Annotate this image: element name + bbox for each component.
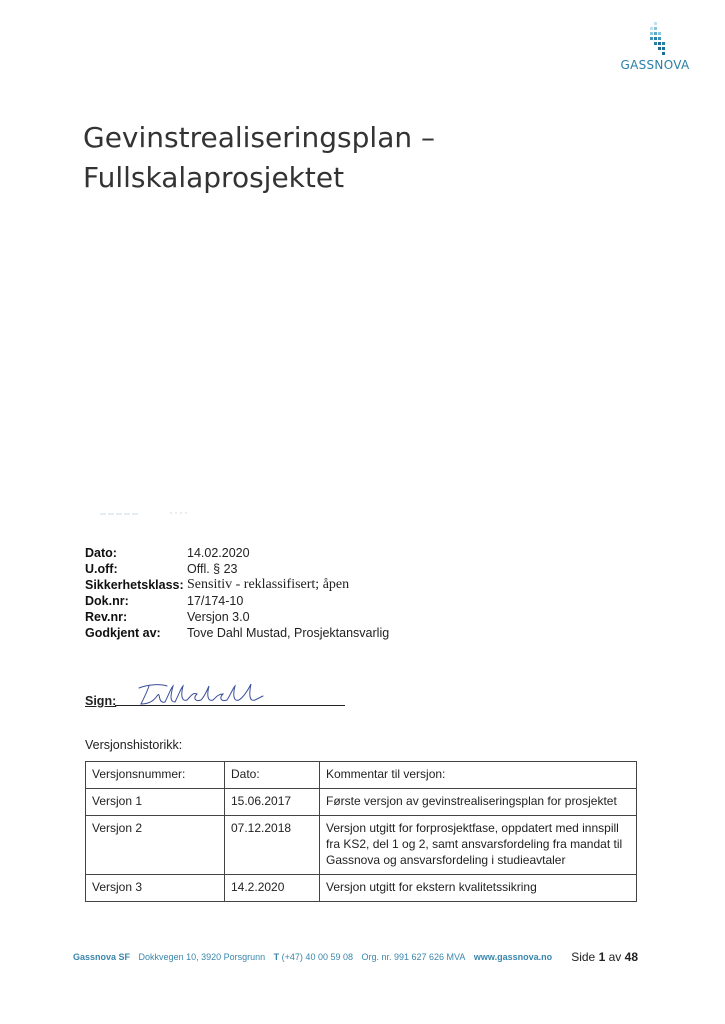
table-cell: Versjon utgitt for ekstern kvalitetssikring (320, 875, 637, 902)
scan-smudge (100, 512, 190, 516)
table-header-cell: Kommentar til versjon: (320, 762, 637, 789)
table-header-cell: Versjonsnummer: (86, 762, 225, 789)
table-header-cell: Dato: (225, 762, 320, 789)
table-cell: 07.12.2018 (225, 816, 320, 875)
document-metadata (85, 545, 389, 641)
page-current: 1 (598, 950, 606, 964)
meta-label: Dok.nr: (85, 594, 129, 608)
meta-row-docnr (85, 593, 389, 609)
document-title (83, 118, 603, 198)
meta-label: Godkjent av: (85, 626, 161, 640)
table-cell: Versjon 1 (86, 789, 225, 816)
meta-value: Versjon 3.0 (187, 610, 250, 624)
meta-value: 17/174-10 (187, 594, 244, 608)
footer-phone-label: T (273, 952, 280, 962)
version-history-table (85, 761, 637, 902)
page-separator: av (608, 950, 622, 964)
version-history-label: Versjonshistorikk: (85, 738, 183, 752)
footer-company: Gassnova SF (73, 952, 131, 962)
sign-label: Sign: (85, 694, 117, 708)
logo-text: GASSNOVA (620, 58, 690, 72)
signature-block (85, 682, 345, 708)
meta-row-approved (85, 625, 389, 641)
meta-row-uoff (85, 561, 389, 577)
meta-row-date (85, 545, 389, 561)
table-cell: Versjon utgitt for forprosjektfase, oppdatert med innspill fra KS2, del 1 og 2, samt ansvarsfordeling fra mandat til Gassnova og ansvarsfordeling i studieavtaler (320, 816, 637, 875)
footer-org-number: Org. nr. 991 627 626 MVA (361, 952, 466, 962)
page-footer (73, 952, 638, 962)
meta-label: Sikkerhetsklass: (85, 578, 184, 592)
footer-address: Dokkvegen 10, 3920 Porsgrunn (138, 952, 266, 962)
meta-value: Tove Dahl Mustad, Prosjektansvarlig (187, 626, 390, 640)
title-line-1: Gevinstrealiseringsplan – (83, 121, 435, 154)
table-cell: Første versjon av gevinstrealiseringsplan for prosjektet (320, 789, 637, 816)
meta-label: Dato: (85, 546, 117, 560)
table-row (86, 816, 637, 875)
meta-label: U.off: (85, 562, 118, 576)
page-prefix: Side (571, 950, 596, 964)
footer-phone: (+47) 40 00 59 08 (281, 952, 353, 962)
meta-label: Rev.nr: (85, 610, 128, 624)
page-total: 48 (624, 950, 638, 964)
meta-row-security (85, 577, 389, 593)
table-row (86, 875, 637, 902)
table-cell: Versjon 3 (86, 875, 225, 902)
table-cell: 15.06.2017 (225, 789, 320, 816)
gassnova-logo-mark-icon (644, 22, 668, 56)
title-line-2: Fullskalaprosjektet (83, 161, 345, 194)
handwritten-signature (135, 682, 275, 708)
page-number (571, 950, 638, 964)
footer-website-link[interactable]: www.gassnova.no (473, 952, 553, 962)
table-header-row (86, 762, 637, 789)
table-cell: 14.2.2020 (225, 875, 320, 902)
gassnova-logo (610, 22, 700, 72)
table-cell: Versjon 2 (86, 816, 225, 875)
meta-value: Sensitiv - reklassifisert; åpen (187, 577, 350, 592)
meta-row-revnr (85, 609, 389, 625)
table-row (86, 789, 637, 816)
meta-value: 14.02.2020 (187, 546, 250, 560)
meta-value: Offl. § 23 (187, 562, 238, 576)
